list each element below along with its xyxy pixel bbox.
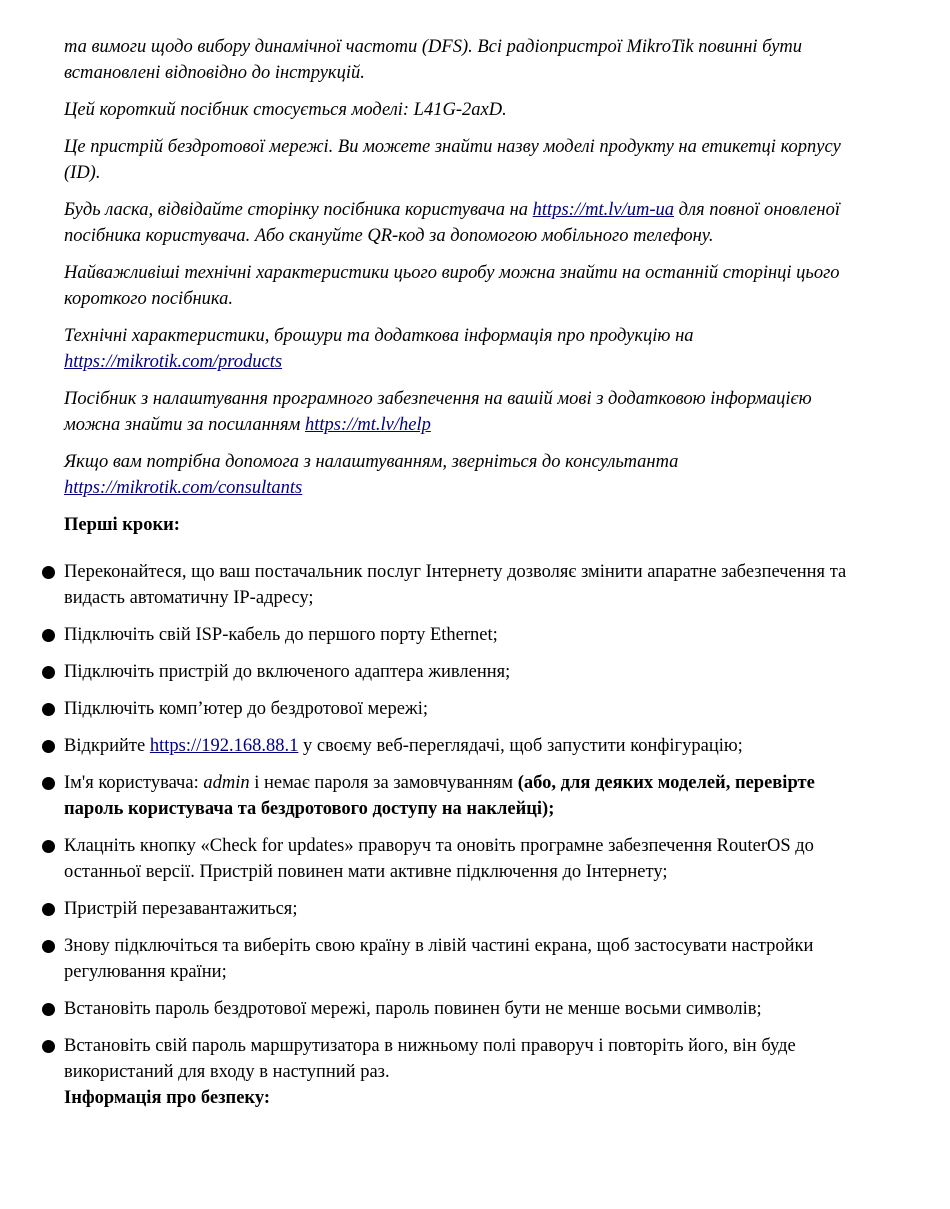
list-item [64,933,864,985]
bullet-icon [42,666,55,679]
list-item [64,696,864,722]
list-item [64,733,864,759]
intro-paragraph-specs: Найважливіші технічні характеристики цього виробу можна знайти на останній сторінці цього короткого посібника. [64,263,840,309]
list-item-text: Переконайтеся, що ваш постачальник послуг Інтернету дозволяє змінити апаратне забезпечення та видасть автоматичну IP-адресу; [64,562,847,608]
list-item [64,896,864,922]
intro-paragraph-manual [64,197,864,249]
list-item-text: Підключіть свій ISP-кабель до першого порту Ethernet; [64,625,498,645]
help-text: Посібник з налаштування програмного забезпечення на вашій мові з додатковою інформацією можна знайти за посиланням [64,389,812,435]
products-text: Технічні характеристики, брошури та додаткова інформація про продукцію на [64,326,694,346]
bullet-icon [42,629,55,642]
intro-paragraph-help [64,386,864,438]
consultants-link[interactable]: https://mikrotik.com/consultants [64,478,303,498]
document-page [64,34,864,1111]
open-text-after: у своєму веб-переглядачі, щоб запустити конфігурацію; [298,736,743,756]
list-item [64,659,864,685]
intro-paragraph-consultants [64,449,864,501]
list-item [64,996,864,1022]
list-item-text: Встановіть пароль бездротової мережі, пароль повинен бути не менше восьми символів; [64,999,762,1019]
list-item [64,622,864,648]
list-item [64,770,864,822]
list-item-text: Підключіть пристрій до включеного адаптера живлення; [64,662,511,682]
open-text-before: Відкрийте [64,736,150,756]
router-address-link[interactable]: https://192.168.88.1 [149,736,299,756]
user-manual-link[interactable]: https://mt.lv/um-ua [532,200,674,220]
bullet-icon [42,777,55,790]
help-link[interactable]: https://mt.lv/help [304,415,431,435]
list-item-text: Знову підключіться та виберіть свою країну в лівій частині екрана, щоб застосувати настройки регулювання країни; [64,936,814,982]
list-item-text: Підключіть комп’ютер до бездротової мережі; [64,699,428,719]
consultants-text: Якщо вам потрібна допомога з налаштуванням, зверніться до консультанта [64,452,679,472]
bullet-icon [42,1040,55,1053]
bullet-icon [42,703,55,716]
first-steps-list [64,559,864,1085]
username-label: Ім'я користувача: [64,773,204,793]
list-item-text: Пристрій перезавантажиться; [64,899,298,919]
bullet-icon [42,840,55,853]
manual-text-after: для повної оновленої посібника користувача. Або скануйте QR-код за допомогою мобільного телефону. [64,200,840,246]
intro-paragraph-dfs: та вимоги щодо вибору динамічної частоти (DFS). Всі радіопристрої MikroTik повинні бути встановлені відповідно до інструкцій. [64,37,803,83]
products-link[interactable]: https://mikrotik.com/products [64,352,283,372]
password-note: і немає пароля за замовчуванням [249,773,518,793]
list-item-text: Встановіть свій пароль маршрутизатора в нижньому полі праворуч і повторіть його, він буде використаний для входу в наступний раз. [64,1036,796,1082]
sticker-note: (або, для деяких моделей, перевірте пароль користувача та бездротового доступу на наклейці); [64,773,815,819]
bullet-icon [42,740,55,753]
manual-text-before: Будь ласка, відвідайте сторінку посібника користувача на [64,200,533,220]
list-item [64,1033,864,1085]
intro-paragraph-device: Це пристрій бездротової мережі. Ви можете знайти назву моделі продукту на етикетці корпусу (ID). [64,137,841,183]
bullet-icon [42,940,55,953]
intro-paragraph-model: Цей короткий посібник стосується моделі: L41G-2axD. [64,100,507,120]
bullet-icon [42,566,55,579]
safety-heading: Інформація про безпеку: [64,1088,270,1108]
username-value: admin [203,773,250,793]
list-item-text: Клацніть кнопку «Check for updates» праворуч та оновіть програмне забезпечення RouterOS до останньої версії. Пристрій повинен мати активне підключення до Інтернету; [64,836,814,882]
bullet-icon [42,903,55,916]
bullet-icon [42,1003,55,1016]
list-item [64,559,864,611]
intro-paragraph-products [64,323,864,375]
list-item [64,833,864,885]
first-steps-heading: Перші кроки: [64,515,180,535]
